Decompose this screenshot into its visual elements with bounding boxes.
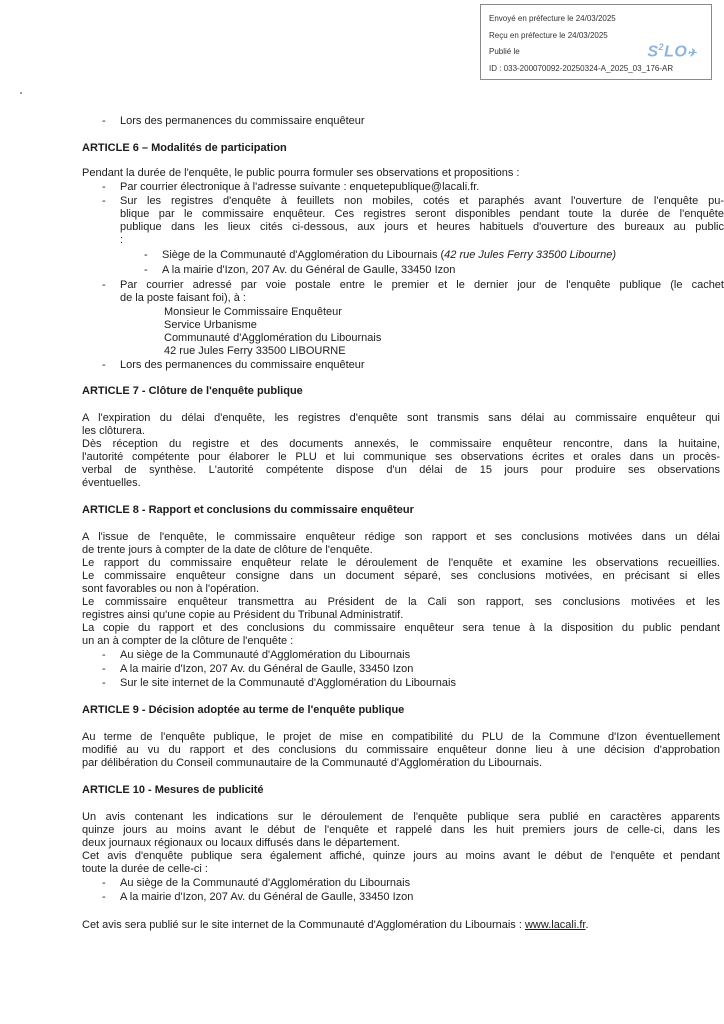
list-item: - Au siège de la Communauté d'Agglomération du Libournais	[102, 877, 411, 889]
paragraph-line: A l'issue de l'enquête, le commissaire enquêteur rédige son rapport et ses conclusions motivées dans un délai	[82, 531, 720, 543]
paragraph-line: La copie du rapport et des conclusions du commissaire enquêteur sera tenue à la disposition du public pendant	[82, 622, 720, 634]
paragraph-line: éventuelles.	[82, 477, 141, 489]
list-item-line: Par courrier adressé par voie postale entre le premier et le dernier jour de l'enquête publique (le cachet	[120, 279, 724, 291]
paragraph-line: Le commissaire enquêteur consigne dans un document séparé, ses conclusions motivées, en précisant si elles	[82, 570, 720, 582]
list-item-line: Sur les registres d'enquête à feuillets non mobiles, cotés et paraphés avant l'ouverture de l'enquête pu-	[120, 195, 724, 207]
list-item: - Sur le site internet de la Communauté d'Agglomération du Libournais	[102, 677, 456, 689]
margin-mark	[20, 92, 22, 94]
stamp-published: Publié le	[489, 47, 520, 56]
paragraph-line: un an à compter de la clôture de l'enquête :	[82, 635, 294, 647]
list-item: - Par courrier électronique à l'adresse suivante : enquetepublique@lacali.fr.	[102, 181, 480, 193]
address-line: Communauté d'Agglomération du Libournais	[164, 332, 382, 344]
list-item: - Lors des permanences du commissaire enquêteur	[102, 115, 365, 127]
list-item-line: de la poste faisant foi), à :	[120, 292, 246, 304]
sub-list-item: - Siège de la Communauté d'Agglomération du Libournais (42 rue Jules Ferry 33500 Libourne)	[144, 249, 616, 261]
address-line: Service Urbanisme	[164, 319, 257, 331]
article-8-title: ARTICLE 8 - Rapport et conclusions du commissaire enquêteur	[82, 504, 414, 516]
paragraph-line: quinze jours au moins avant le début de l'enquête et rappelé dans les huit premiers jours de celle-ci, dans les	[82, 824, 720, 836]
paragraph: Pendant la durée de l'enquête, le public pourra formuler ses observations et propositions :	[82, 167, 520, 179]
stamp-received: Reçu en préfecture le 24/03/2025	[489, 30, 608, 40]
stamp-id: ID : 033-200070092-20250324-A_2025_03_176-AR	[489, 63, 674, 73]
paragraph-line: par délibération du Conseil communautaire de la Communauté d'Agglomération du Libournais.	[82, 757, 543, 769]
paragraph-line: verbal de synthèse. L'autorité compétente dispose d'un délai de 15 jours pour produire ses observations	[82, 464, 720, 476]
sub-list-item: - A la mairie d'Izon, 207 Av. du Général de Gaulle, 33450 Izon	[144, 264, 456, 276]
list-item: - A la mairie d'Izon, 207 Av. du Général de Gaulle, 33450 Izon	[102, 663, 414, 675]
paragraph-line: A l'expiration du délai d'enquête, les registres d'enquête sont transmis sans délai au commissaire enquêteur qui	[82, 412, 720, 424]
list-item: - A la mairie d'Izon, 207 Av. du Général de Gaulle, 33450 Izon	[102, 891, 414, 903]
paragraph-line: Le rapport du commissaire enquêteur relate le déroulement de l'enquête et examine les observations recueillies.	[82, 557, 720, 569]
address-line: Monsieur le Commissaire Enquêteur	[164, 306, 342, 318]
paragraph-line: l'autorité compétente pour élaborer le PLU et lui communique ses observations écrites et orales dans un procès-	[82, 451, 720, 463]
paragraph-line: toute la durée de celle-ci :	[82, 863, 208, 875]
article-7-title: ARTICLE 7 - Clôture de l'enquête publique	[82, 385, 303, 397]
list-item-line: blique par le commissaire enquêteur. Ces registres seront disponibles pendant toute la durée de l'enquête	[120, 208, 724, 220]
list-item: -	[102, 279, 106, 291]
paragraph-line: sont favorables ou non à l'opération.	[82, 583, 259, 595]
final-paragraph: Cet avis sera publié sur le site internet de la Communauté d'Agglomération du Libournais : www.lacali.fr.	[82, 919, 589, 931]
list-item-line: publique dans les lieux cités ci-dessous, aux jours et heures habituels d'ouverture des bureaux au public	[120, 221, 724, 233]
paragraph-line: modifié au vu du rapport et des conclusions du commissaire enquêteur donne lieu à une décision d'approbation	[82, 744, 720, 756]
list-item: -	[102, 195, 106, 207]
paragraph-line: les clôturera.	[82, 425, 145, 437]
paragraph-line: registres ainsi qu'une copie au Président du Tribunal Administratif.	[82, 609, 404, 621]
website-link[interactable]: www.lacali.fr	[524, 919, 586, 931]
list-item-line: :	[120, 234, 124, 246]
stamp-sent: Envoyé en préfecture le 24/03/2025	[489, 14, 616, 23]
list-item: - Lors des permanences du commissaire enquêteur	[102, 359, 365, 371]
paragraph-line: Le commissaire enquêteur transmettra au Président de la Cali son rapport, ses conclusions motivées et les	[82, 596, 720, 608]
paragraph-line: Dès réception du registre et des documents annexés, le commissaire enquêteur rencontre, dans la huitaine,	[82, 438, 720, 450]
list-item: - Au siège de la Communauté d'Agglomération du Libournais	[102, 649, 411, 661]
article-10-title: ARTICLE 10 - Mesures de publicité	[82, 784, 264, 796]
paragraph-line: Un avis contenant les indications sur le déroulement de l'enquête publique sera publié en caractères apparents	[82, 811, 720, 823]
article-9-title: ARTICLE 9 - Décision adoptée au terme de l'enquête publique	[82, 704, 405, 716]
paragraph-line: Au terme de l'enquête publique, le projet de mise en compatibilité du PLU de la Commune d'Izon éventuellement	[82, 731, 720, 743]
article-6-title: ARTICLE 6 – Modalités de participation	[82, 142, 287, 154]
prefecture-stamp	[480, 4, 712, 80]
s2lo-logo: $S^2LO✈$	[647, 42, 697, 61]
paragraph-line: Cet avis d'enquête publique sera également affiché, quinze jours au moins avant le début de l'enquête et pendant	[82, 850, 720, 862]
paragraph-line: de trente jours à compter de la date de clôture de l'enquête.	[82, 544, 373, 556]
address-line: 42 rue Jules Ferry 33500 LIBOURNE	[164, 345, 346, 357]
paragraph-line: deux journaux régionaux ou locaux diffusés dans le département.	[82, 837, 400, 849]
